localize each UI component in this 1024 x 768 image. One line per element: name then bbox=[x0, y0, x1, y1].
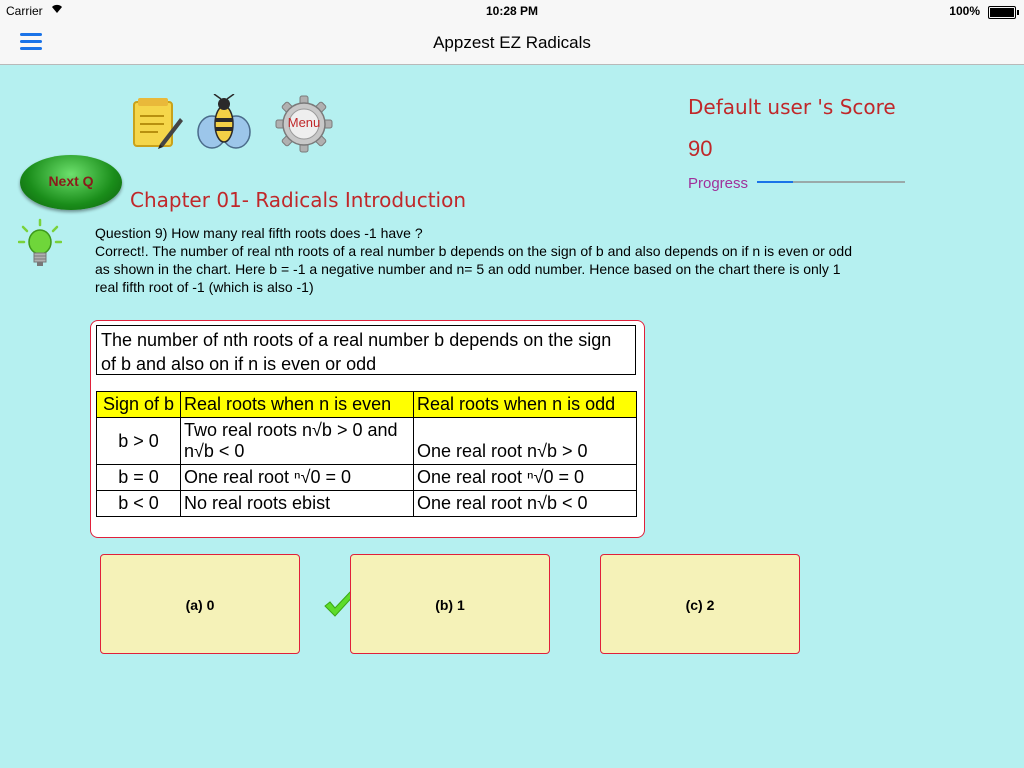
menu-label: Menu bbox=[287, 115, 321, 130]
roots-table bbox=[96, 391, 637, 517]
question-explanation: Correct!. The number of real nth roots of a real number b depends on the sign of b and also depends on if n is even or odd as shown in the chart. Here b = -1 a negative number and n= 5 an odd number. Hence based on the chart there is only 1 real fifth root of -1 (which is also -1) bbox=[95, 243, 852, 295]
navigation-bar bbox=[0, 22, 1024, 65]
answer-b-button[interactable] bbox=[350, 554, 550, 654]
score-title: Default user 's Score bbox=[688, 95, 896, 119]
roots-chart bbox=[90, 320, 645, 538]
column-header-sign: Sign of b bbox=[97, 392, 181, 418]
progress-bar-fill bbox=[757, 181, 793, 183]
table-cell: Two real roots n√b > 0 and n√b < 0 bbox=[181, 418, 414, 465]
question-prompt: Question 9) How many real fifth roots does -1 have ? bbox=[95, 225, 423, 241]
notepad-icon[interactable] bbox=[130, 96, 184, 150]
question-text bbox=[95, 224, 865, 296]
chart-header: The number of nth roots of a real number b depends on the sign of b and also on if n is even or odd bbox=[96, 325, 636, 375]
table-cell: b > 0 bbox=[97, 418, 181, 465]
table-cell: b < 0 bbox=[97, 491, 181, 517]
column-header-even: Real roots when n is even bbox=[181, 392, 414, 418]
progress-bar bbox=[757, 181, 905, 183]
table-cell: b = 0 bbox=[97, 465, 181, 491]
carrier-label: Carrier bbox=[6, 4, 43, 18]
app-title: Appzest EZ Radicals bbox=[433, 33, 591, 52]
status-bar bbox=[0, 0, 1024, 22]
progress-label: Progress bbox=[688, 175, 749, 192]
table-row bbox=[97, 418, 637, 465]
table-row bbox=[97, 465, 637, 491]
table-header-row bbox=[97, 392, 637, 418]
chapter-title: Chapter 01- Radicals Introduction bbox=[130, 188, 467, 212]
score-value: 90 bbox=[688, 136, 713, 161]
status-time: 10:28 PM bbox=[485, 4, 539, 18]
table-cell: One real root n√b > 0 bbox=[414, 418, 637, 465]
menu-button[interactable] bbox=[275, 95, 333, 153]
bee-icon[interactable] bbox=[192, 94, 256, 152]
answer-b-label: (b) 1 bbox=[435, 597, 465, 613]
answer-c-button[interactable] bbox=[600, 554, 800, 654]
table-row bbox=[97, 491, 637, 517]
table-cell: One real root ⁿ√0 = 0 bbox=[181, 465, 414, 491]
next-question-label: Next Q bbox=[48, 173, 94, 189]
answer-a-button[interactable] bbox=[100, 554, 300, 654]
column-header-odd: Real roots when n is odd bbox=[414, 392, 637, 418]
answer-a-label: (a) 0 bbox=[185, 597, 215, 613]
lightbulb-icon[interactable] bbox=[18, 218, 62, 270]
table-cell: No real roots ebist bbox=[181, 491, 414, 517]
table-cell: One real root n√b < 0 bbox=[414, 491, 637, 517]
battery-percent: 100% bbox=[949, 4, 980, 18]
battery-icon bbox=[988, 6, 1016, 19]
table-cell: One real root ⁿ√0 = 0 bbox=[414, 465, 637, 491]
answer-c-label: (c) 2 bbox=[685, 597, 715, 613]
next-question-button[interactable] bbox=[20, 155, 122, 210]
